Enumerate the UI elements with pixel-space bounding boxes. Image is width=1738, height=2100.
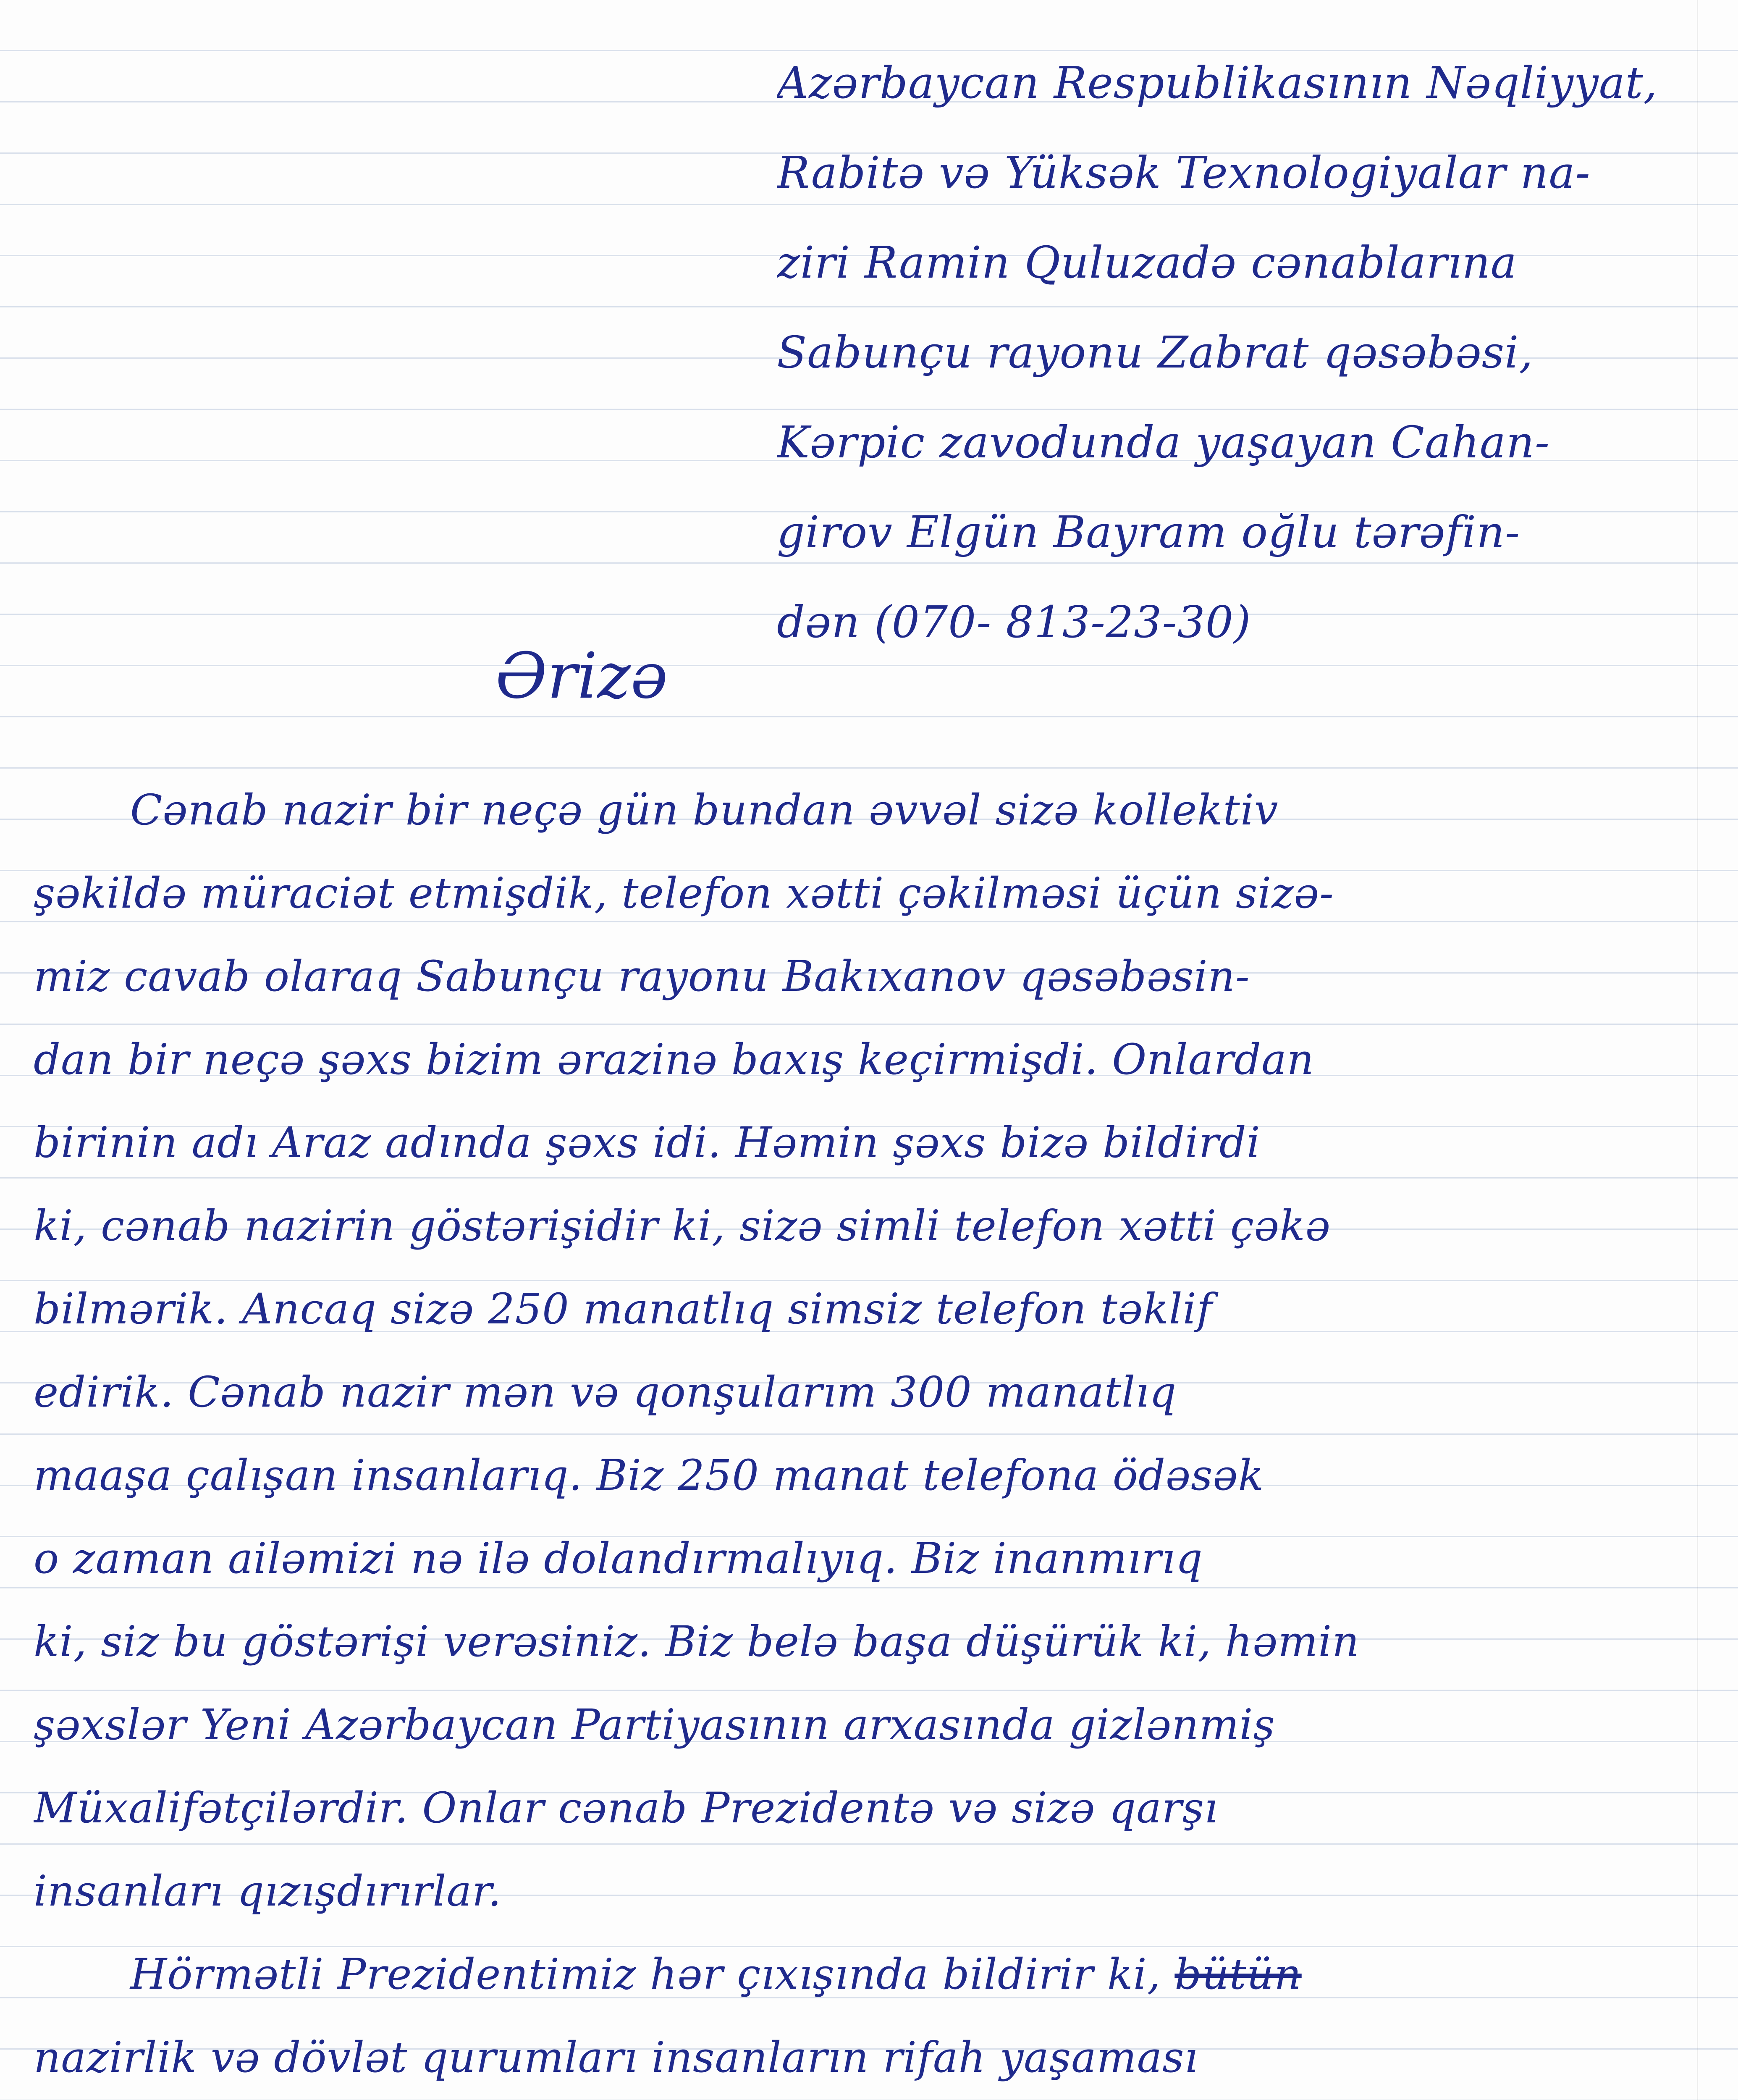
body-line: o zaman ailəmizi nə ilə dolandırmalıyıq. Biz inanmırıq	[34, 1534, 1203, 1583]
body-line: miz cavab olaraq Sabunçu rayonu Bakıxanov qəsəbəsin-	[34, 952, 1250, 1001]
address-line: ziri Ramin Quluzadə cənablarına	[777, 237, 1517, 288]
body-line: birinin adı Araz adında şəxs idi. Həmin şəxs bizə bildirdi	[34, 1118, 1261, 1167]
body-line: şəkildə müraciət etmişdik, telefon xətti çəkilməsi üçün sizə-	[34, 869, 1334, 918]
addressee-block	[777, 38, 1701, 667]
body-line: nazirlik və dövlət qurumları insanların rifah yaşaması	[34, 2033, 1198, 2082]
body-line: bilmərik. Ancaq sizə 250 manatlıq simsiz telefon təklif	[34, 1284, 1213, 1334]
address-line: Azərbaycan Respublikasının Nəqliyyat,	[777, 57, 1658, 108]
body-line: Müxalifətçilərdir. Onlar cənab Prezidentə və sizə qarşı	[34, 1783, 1218, 1832]
address-line: Rabitə və Yüksək Texnologiyalar na-	[777, 147, 1591, 198]
body-line-with-correction	[34, 1933, 1705, 2016]
body-line: maaşa çalışan insanlarıq. Biz 250 manat telefona ödəsək	[34, 1451, 1264, 1500]
body-line-text: Hörmətli Prezidentimiz hər çıxışında bildirir ki,	[130, 1950, 1161, 1999]
body-line: Cənab nazir bir neçə gün bundan əvvəl sizə kollektiv	[130, 785, 1279, 835]
address-line: Kərpic zavodunda yaşayan Cahan-	[777, 417, 1550, 468]
address-line: Sabunçu rayonu Zabrat qəsəbəsi,	[777, 327, 1534, 378]
body-line: insanları qızışdırırlar.	[34, 1866, 502, 1916]
body-line: dan bir neçə şəxs bizim ərazinə baxış keçirmişdi. Onlardan	[34, 1035, 1315, 1084]
document-title: Ərizə	[495, 640, 668, 713]
body-line: şəxslər Yeni Azərbaycan Partiyasının arxasında gizlənmiş	[34, 1700, 1275, 1749]
address-line: girov Elgün Bayram oğlu tərəfin-	[777, 507, 1520, 558]
body-line: ki, siz bu göstərişi verəsiniz. Biz belə başa düşürük ki, həmin	[34, 1617, 1360, 1666]
body-line: ki, cənab nazirin göstərişidir ki, sizə simli telefon xətti çəkə	[34, 1201, 1331, 1250]
letter-body	[34, 769, 1705, 2100]
struck-word: bütün	[1174, 1950, 1302, 1999]
body-line: edirik. Cənab nazir mən və qonşularım 300 manatlıq	[34, 1368, 1177, 1417]
address-line: dən (070- 813-23-30)	[777, 596, 1251, 648]
